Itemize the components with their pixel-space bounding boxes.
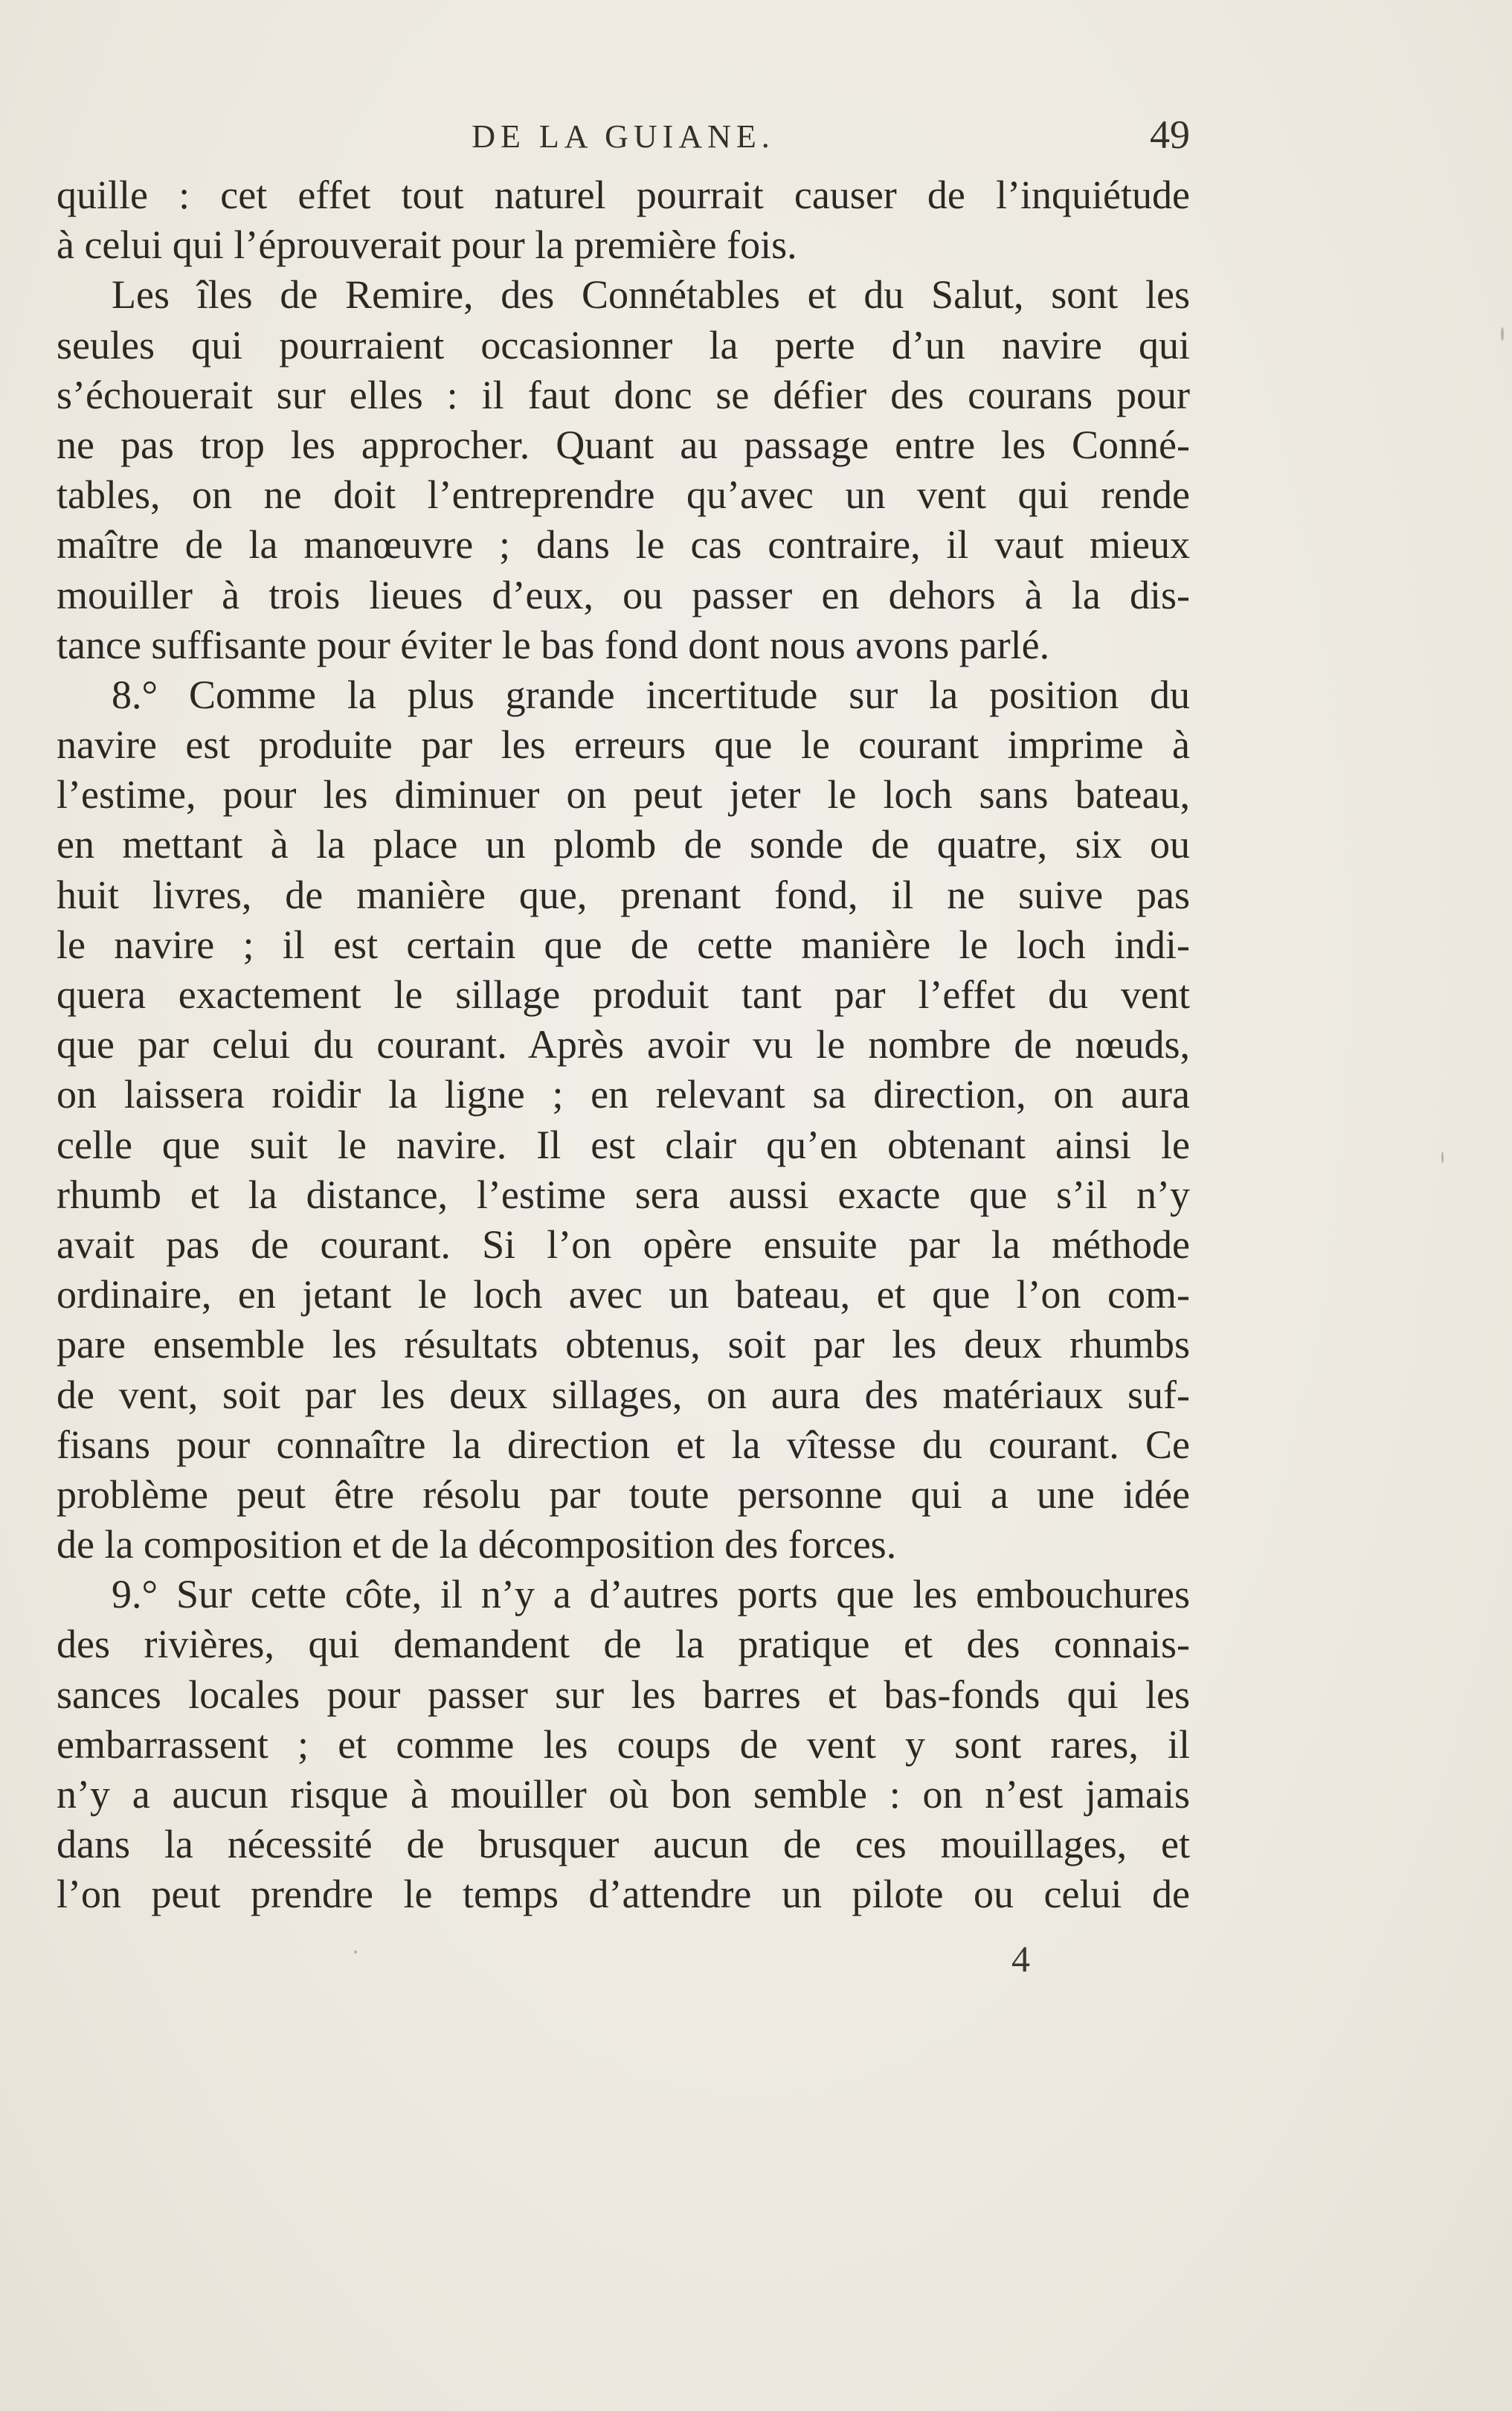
text-line: navire est produite par les erreurs que le courant imprime à [57, 722, 1190, 768]
text-line: ordinaire, en jetant le loch avec un bateau, et que l’on com- [57, 1272, 1190, 1317]
body-text [57, 170, 1190, 1920]
signature-mark: 4 [1011, 1938, 1030, 1980]
text-line: à celui qui l’éprouverait pour la première fois. [57, 222, 797, 268]
text-line: fisans pour connaître la direction et la vîtesse du courant. Ce [57, 1422, 1190, 1467]
text-line: l’estime, pour les diminuer on peut jeter le loch sans bateau, [57, 772, 1190, 818]
text-line: seules qui pourraient occasionner la perte d’un navire qui [57, 322, 1190, 367]
text-line: maître de la manœuvre ; dans le cas contraire, il vaut mieux [57, 522, 1190, 568]
text-line: des rivières, qui demandent de la pratique et des connais- [57, 1622, 1190, 1667]
running-title: DE LA GUIANE. [472, 118, 775, 155]
paper-speck [1441, 1152, 1444, 1163]
text-line: rhumb et la distance, l’estime sera aussi exacte que s’il n’y [57, 1172, 1190, 1217]
text-line: le navire ; il est certain que de cette manière le loch indi- [57, 922, 1190, 967]
paper-speck [1501, 327, 1504, 341]
text-line: quera exactement le sillage produit tant par l’effet du vent [57, 972, 1190, 1017]
text-line: tables, on ne doit l’entreprendre qu’avec un vent qui rende [57, 472, 1190, 518]
page-number: 49 [1150, 112, 1190, 157]
text-line: pare ensemble les résultats obtenus, soit par les deux rhumbs [57, 1322, 1190, 1367]
paper-speck [354, 1951, 357, 1953]
text-line: Les îles de Remire, des Connétables et du Salut, sont les [112, 272, 1190, 318]
text-line: s’échouerait sur elles : il faut donc se défier des courans pour [57, 372, 1190, 417]
text-line: quille : cet effet tout naturel pourrait causer de l’inquiétude [57, 173, 1190, 217]
text-line: celle que suit le navire. Il est clair qu’en obtenant ainsi le [57, 1122, 1190, 1167]
page-header [57, 112, 1190, 164]
text-line: en mettant à la place un plomb de sonde de quatre, six ou [57, 822, 1190, 867]
text-line: n’y a aucun risque à mouiller où bon semble : on n’est jamais [57, 1772, 1190, 1817]
text-line: 8.° Comme la plus grande incertitude sur la position du [112, 672, 1190, 717]
text-line: huit livres, de manière que, prenant fond, il ne suive pas [57, 872, 1190, 917]
text-line: 9.° Sur cette côte, il n’y a d’autres ports que les embouchures [112, 1572, 1190, 1617]
text-line: l’on peut prendre le temps d’attendre un pilote ou celui de [57, 1872, 1190, 1917]
text-line: tance suffisante pour éviter le bas fond dont nous avons parlé. [57, 622, 1050, 667]
text-line: embarrassent ; et comme les coups de vent y sont rares, il [57, 1721, 1190, 1767]
text-line: on laissera roidir la ligne ; en relevant sa direction, on aura [57, 1072, 1190, 1117]
text-line: dans la nécessité de brusquer aucun de ces mouillages, et [57, 1822, 1190, 1867]
text-line: de vent, soit par les deux sillages, on aura des matériaux suf- [57, 1372, 1190, 1417]
text-line: avait pas de courant. Si l’on opère ensuite par la méthode [57, 1221, 1190, 1267]
text-line: sances locales pour passer sur les barres et bas-fonds qui les [57, 1672, 1190, 1717]
text-line: que par celui du courant. Après avoir vu le nombre de nœuds, [57, 1022, 1190, 1068]
text-line: ne pas trop les approcher. Quant au passage entre les Conné- [57, 422, 1190, 467]
text-line: mouiller à trois lieues d’eux, ou passer en dehors à la dis- [57, 572, 1190, 617]
text-line: problème peut être résolu par toute personne qui a une idée [57, 1471, 1190, 1517]
text-line: de la composition et de la décomposition des forces. [57, 1522, 897, 1567]
